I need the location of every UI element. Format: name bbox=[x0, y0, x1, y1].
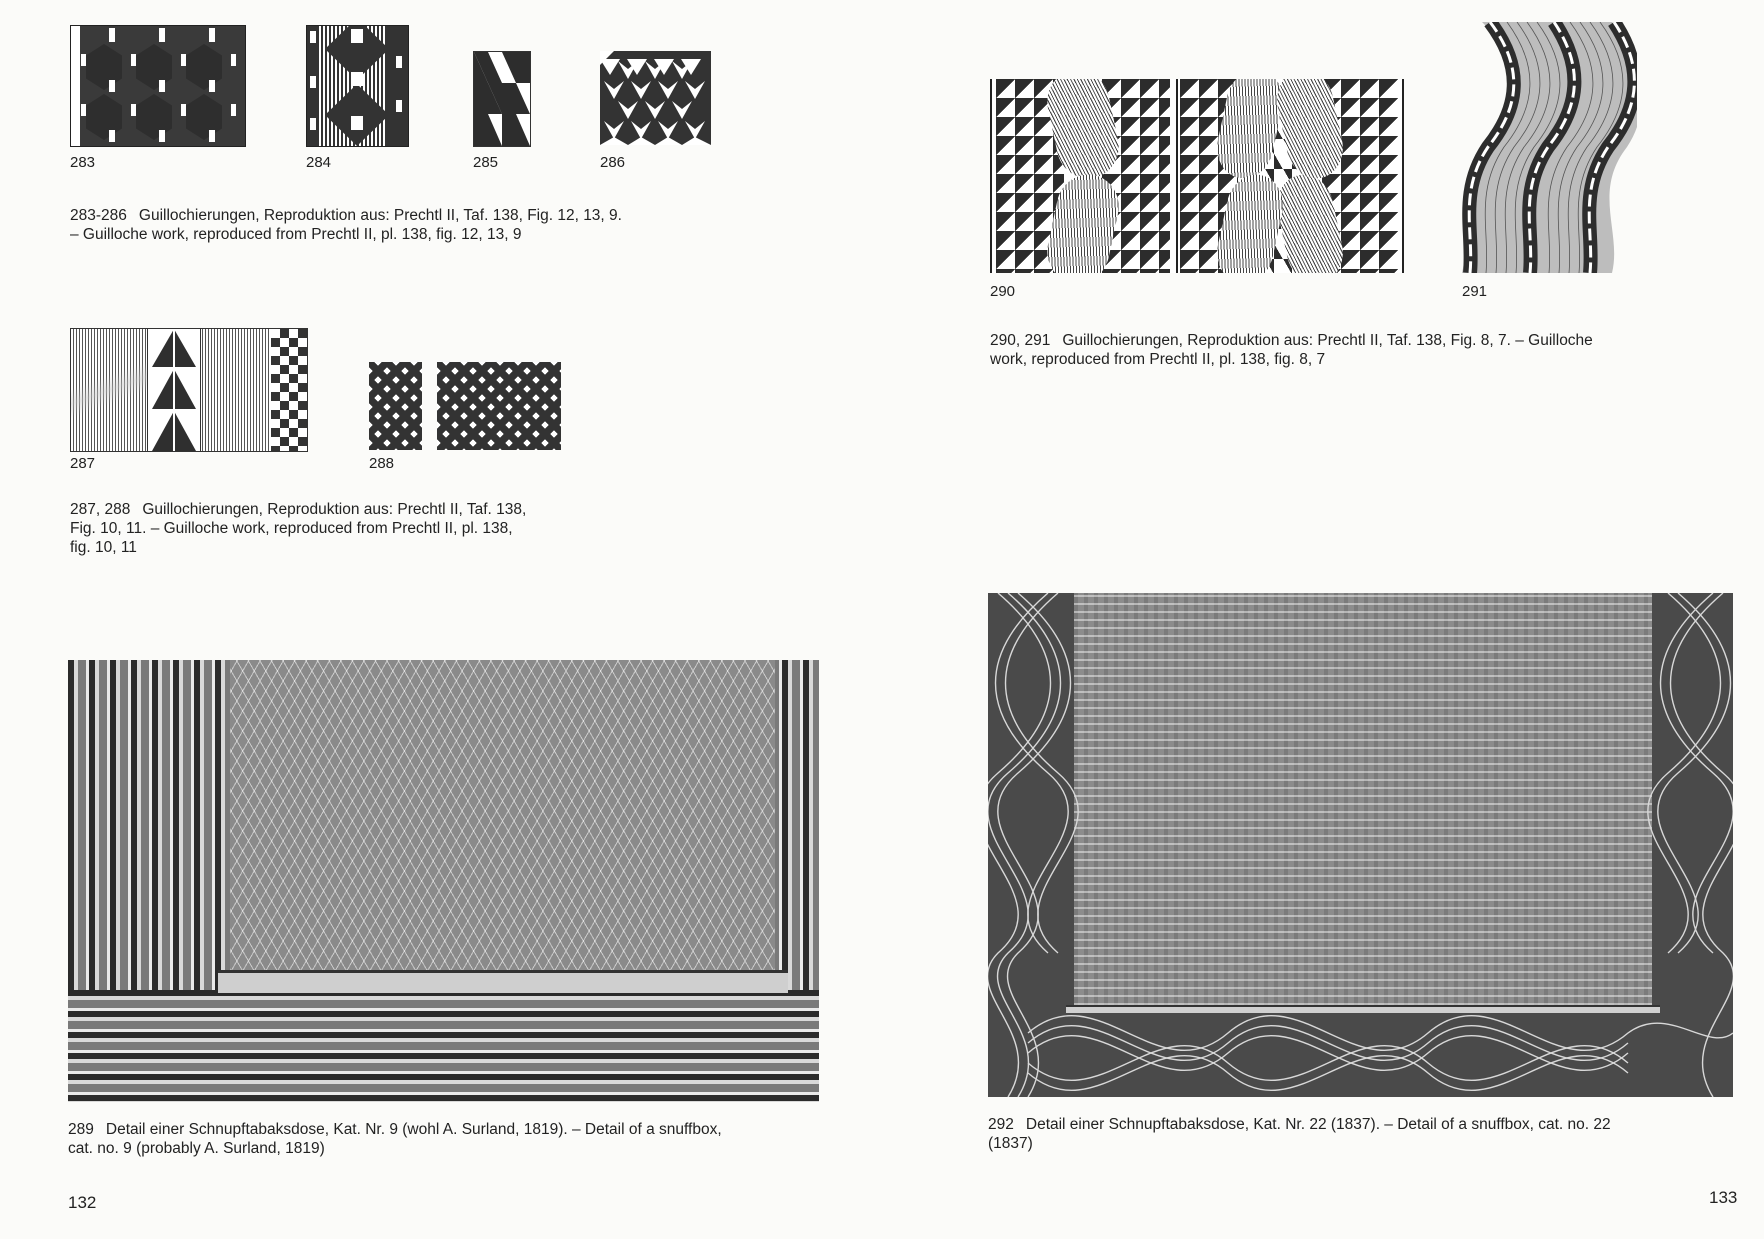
caption-text-line2: Fig. 10, 11. – Guilloche work, reproduced from Prechtl II, pl. 138, bbox=[70, 520, 513, 537]
caption-number: 287, 288 bbox=[70, 501, 131, 518]
caption-text: Guillochierungen, Reproduktion aus: Prechtl II, Taf. 138, bbox=[142, 501, 527, 518]
caption-text-line2: work, reproduced from Prechtl II, pl. 138, fig. 8, 7 bbox=[990, 351, 1326, 368]
figure-label-290: 290 bbox=[990, 283, 1016, 300]
page-number-right: 133 bbox=[1709, 1188, 1738, 1207]
figure-label-287: 287 bbox=[70, 455, 96, 472]
caption-text: Detail einer Schnupftabaksdose, Kat. Nr. 22 (1837). – Detail of a snuffbox, cat. no. 22 bbox=[1025, 1116, 1611, 1133]
figure-label-285: 285 bbox=[473, 154, 499, 171]
caption-text: Guillochierungen, Reproduktion aus: Prechtl II, Taf. 138, Fig. 8, 7. – Guilloche bbox=[1062, 332, 1593, 349]
figure-label-288: 288 bbox=[369, 455, 395, 472]
figure-290 bbox=[990, 79, 1404, 273]
caption-text-line3: fig. 10, 11 bbox=[70, 539, 137, 556]
figure-285 bbox=[473, 51, 531, 147]
figure-288-panel-2 bbox=[437, 362, 561, 450]
caption-283-286 bbox=[70, 206, 710, 244]
photo-292-snuffbox-detail bbox=[988, 593, 1733, 1097]
figure-label-284: 284 bbox=[306, 154, 332, 171]
figure-283 bbox=[70, 25, 246, 147]
figure-label-283: 283 bbox=[70, 154, 96, 171]
figure-label-291: 291 bbox=[1462, 283, 1488, 300]
caption-number: 292 bbox=[988, 1116, 1014, 1133]
figure-label-286: 286 bbox=[600, 154, 626, 171]
caption-number: 283-286 bbox=[70, 207, 127, 224]
caption-text: Guillochierungen, Reproduktion aus: Prechtl II, Taf. 138, Fig. 12, 13, 9. bbox=[138, 207, 622, 224]
figure-291 bbox=[1462, 22, 1637, 273]
caption-text: Detail einer Schnupftabaksdose, Kat. Nr. 9 (wohl A. Surland, 1819). – Detail of a snuffbox, bbox=[105, 1121, 722, 1138]
figure-288-panel-1 bbox=[369, 362, 422, 450]
caption-number: 290, 291 bbox=[990, 332, 1051, 349]
caption-290-291 bbox=[990, 331, 1710, 369]
caption-289 bbox=[68, 1120, 828, 1158]
figure-286 bbox=[600, 51, 711, 145]
figure-284 bbox=[306, 25, 409, 147]
photo-289-snuffbox-detail bbox=[68, 660, 819, 1102]
caption-number: 289 bbox=[68, 1121, 94, 1138]
caption-text-line2: (1837) bbox=[988, 1135, 1033, 1152]
page-number-left: 132 bbox=[68, 1193, 97, 1212]
caption-text-line2: – Guilloche work, reproduced from Prechtl II, pl. 138, fig. 12, 13, 9 bbox=[70, 226, 522, 243]
caption-292 bbox=[988, 1115, 1728, 1153]
figure-287 bbox=[70, 328, 308, 452]
caption-text-line2: cat. no. 9 (probably A. Surland, 1819) bbox=[68, 1140, 325, 1157]
caption-287-288 bbox=[70, 500, 630, 557]
